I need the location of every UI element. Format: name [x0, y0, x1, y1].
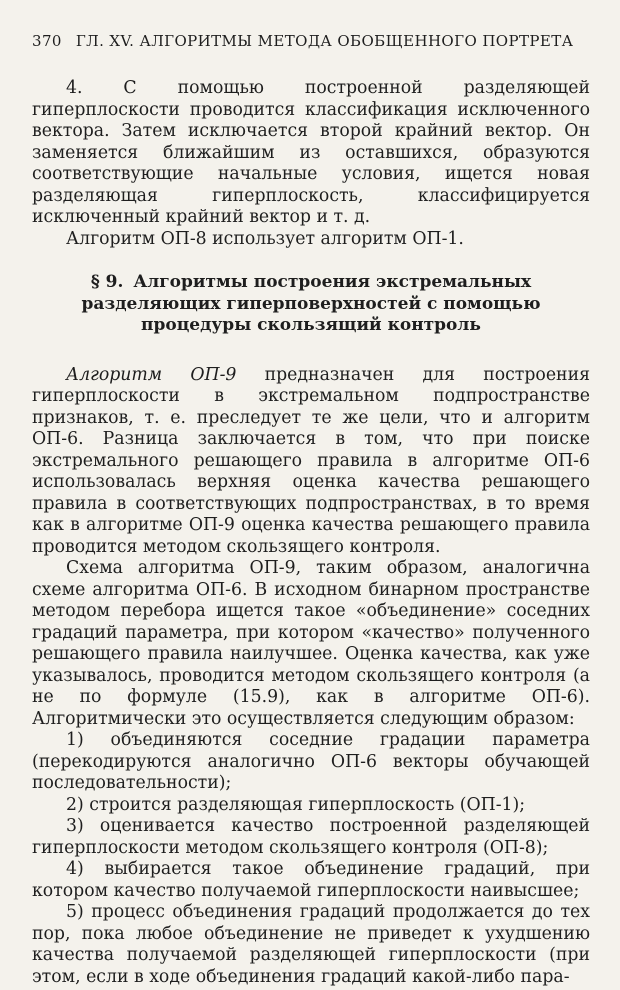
intro-italic-lead: Алгоритм ОП-9	[66, 364, 237, 385]
list-item: 5) процесс объединения градаций продолжается до тех пор, пока любое объединение не приведет к ухудшению качества получаемой разделяющей гиперплоскости (при этом, если в ходе объединения градаций какой-либо пара-	[32, 902, 590, 987]
paragraph-intro	[32, 365, 590, 559]
paragraph-op8-note: Алгоритм ОП-8 использует алгоритм ОП-1.	[66, 228, 464, 249]
list-item: 1) объединяются соседние градации параметра (перекодируются аналогично ОП-6 векторы обучающей последовательности);	[32, 730, 590, 793]
page-number: 370	[32, 32, 62, 50]
paragraph-step-4: 4. С помощью построенной разделяющей гиперплоскости проводится классификация исключенного вектора. Затем исключается второй крайний вектор. Он заменяется ближайшим из оставшихся, образуются соответствующие начальные условия, ищется новая разделяющая гиперплоскость, классифицируется исключенный крайний вектор и т. д.	[32, 78, 590, 227]
running-title: ГЛ. XV. АЛГОРИТМЫ МЕТОДА ОБОБЩЕННОГО ПОРТРЕТА	[75, 32, 574, 50]
running-header	[32, 30, 590, 52]
list-item: 2) строится разделяющая гиперплоскость (ОП-1);	[66, 794, 526, 815]
paragraph-scheme: Схема алгоритма ОП-9, таким образом, аналогична схеме алгоритма ОП-6. В исходном бинарном пространстве методом перебора ищется такое «объединение» соседних градаций параметра, при котором «качество» полученного решающего правила наилучшее. Оценка качества, как уже указывалось, проводится методом скользящего контроля (а не по формуле (15.9), как в алгоритме ОП-6). Алгоритмически это осуществляется следующим образом:	[32, 558, 590, 729]
intro-rest: предназначен для построения гиперплоскости в экстремальном подпространстве признаков, т. е. преследует те же цели, что и алгоритм ОП-6. Разница заключается в том, что при поиске экстремального решающего правила в алгоритме ОП-6 использовалась верхняя оценка качества решающего правила в соответствующих подпространствах, в то время как в алгоритме ОП-9 оценка качества решающего правила проводится методом скользящего контроля.	[32, 364, 590, 557]
page-body	[32, 78, 590, 988]
list-item: 4) выбирается такое объединение градаций, при котором качество получаемой гиперплоскости наивысшее;	[32, 859, 590, 901]
section-heading	[40, 272, 582, 337]
section-sign: § 9.	[90, 272, 124, 292]
list-item: 3) оценивается качество построенной разделяющей гиперплоскости методом скользящего контроля (ОП-8);	[32, 816, 590, 858]
section-title: Алгоритмы построения экстремальных разделяющих гиперповерхностей с помощью процедуры скользящий контроль	[81, 272, 541, 335]
